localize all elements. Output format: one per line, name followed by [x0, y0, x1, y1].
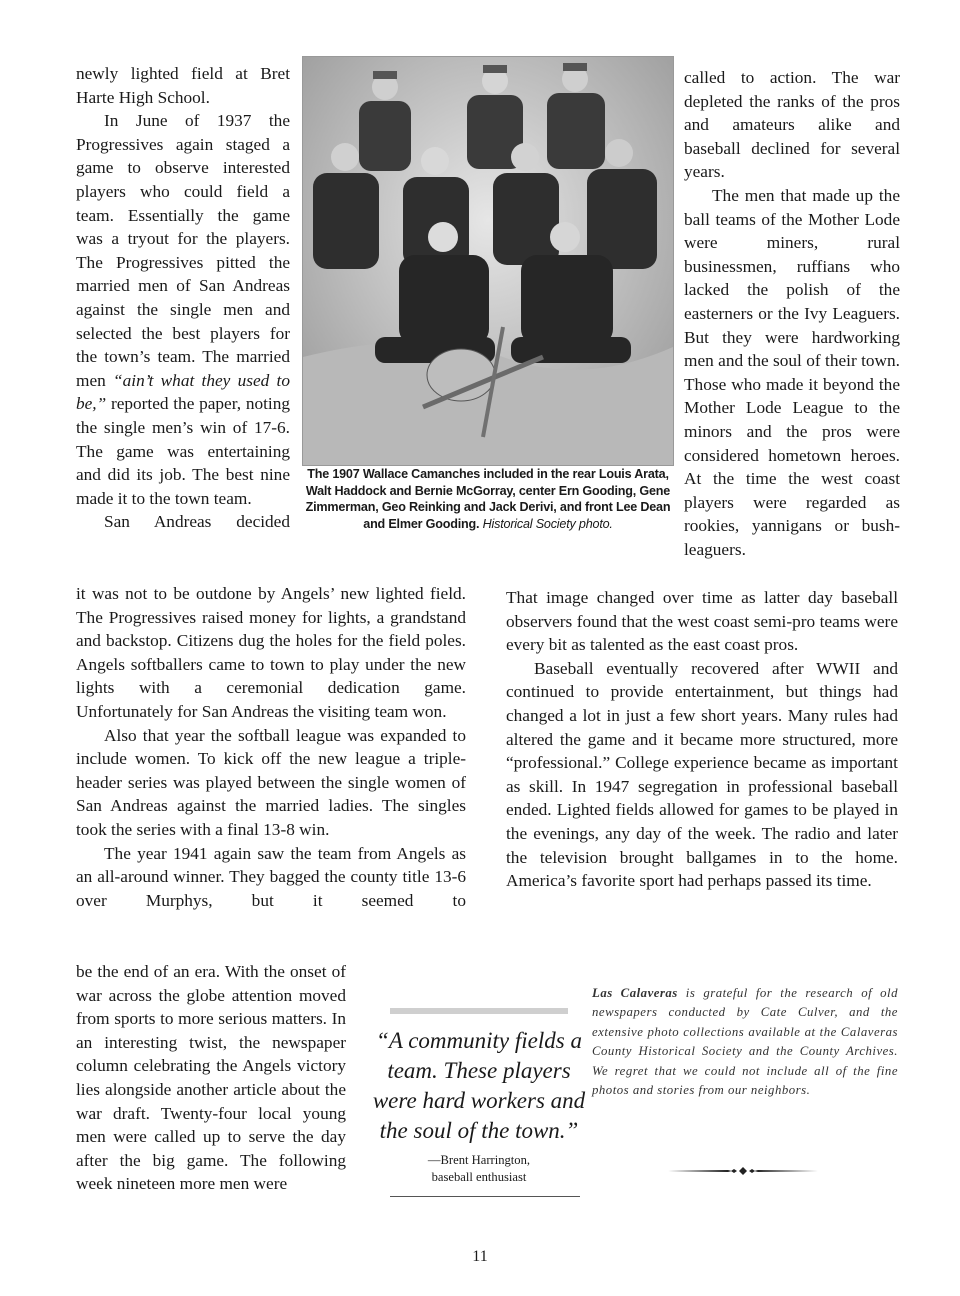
photo-caption: The 1907 Wallace Camanches included in the rear Louis Arata, Walt Haddock and Bernie McGorray, center Ern Gooding, Gene Zimmerman, Geo Reinking and Jack Derivi, and front Lee Dean and Elmer Gooding. Historical Society photo. — [305, 467, 671, 531]
page-number: 11 — [472, 1248, 488, 1265]
pull-quote — [368, 1008, 590, 1197]
paragraph-continued: That image changed over time as latter day baseball observers found that the west coast semi-pro teams were every bit as talented as the east coast pros. — [506, 588, 898, 655]
photo-credit: Historical Society photo. — [482, 516, 613, 531]
paragraph-start: The year 1941 again saw the team from Angels as an all-around winner. They bagged the county title 13-6 over Murphys, but it seemed to — [76, 843, 466, 910]
paragraph-start: San Andreas decided — [104, 512, 290, 532]
paragraph: called to action. The war depleted the ranks of the pros and amateurs alike and baseball declined for several years. — [684, 68, 900, 182]
paragraph: In June of 1937 the Progressives again staged a game to observe interested players who could field a team. Essentially the game was a tryout for the players. The Progressives pitted the married men of San Andreas against the single men and selected the best players for the town’s team. The married men “ain’t what they used to be,” reported the paper, noting the single men’s win of 17-6. The game was entertaining and did its job. The best nine made it to the town team. — [76, 111, 290, 508]
paragraph: Also that year the softball league was expanded to include women. To kick off the new league a triple-header series was played between the single women of San Andreas against the married ladies. The singles took the series with a final 13-8 win. — [76, 725, 466, 839]
column-left-wide — [76, 582, 466, 912]
pull-quote-role: baseball enthusiast — [431, 1170, 527, 1184]
baseball-team-photo-image — [303, 57, 673, 465]
paragraph: Baseball eventually recovered after WWII and continued to provide entertainment, but things had changed a lot in just a few short years. Many rules had altered the game and it became more structured, more “professional.” College experience became as important as skill. In 1947 segregation in professional baseball ended. Lighted fields allowed for games to be played in the evenings, any day of the week. The radio and later the television brought ballgames in to the home. America’s favorite sport had perhaps passed its time. — [506, 658, 898, 891]
paragraph-continued: it was not to be outdone by Angels’ new lighted field. The Progressives raised money for lights, a grandstand and backstop. Citizens dug the holes for the field poles. Angels softballers came to town to play under the new lights with a ceremonial dedication game. Unfortunately for San Andreas the visiting team won. — [76, 584, 466, 721]
pull-quote-text: “A community fields a team. These players were hard workers and the soul of the town.” — [372, 1028, 586, 1143]
pull-quote-bottom-rule — [390, 1196, 580, 1197]
column-right — [684, 66, 900, 561]
paragraph-continued: be the end of an era. With the onset of war across the globe attention moved from sports to more serious matters. In an interesting twist, the newspaper column celebrating the Angels victory lies alongside another article about the war draft. Twenty-four local young men were called up to serve the day after the big game. The following week nineteen more men were — [76, 962, 346, 1194]
ornament-divider-icon — [668, 1166, 818, 1176]
publication-name: Las Calaveras — [592, 986, 678, 1000]
column-left-bottom — [76, 960, 346, 1196]
paragraph: The men that made up the ball teams of the Mother Lode were miners, rural businessmen, ruffians who lacked the polish of the easterners or the Ivy Leaguers. But they were hardworking men and the soul of their town. Those who made it beyond the Mother Lode League to the minors and the pros were considered hometown heroes. At the time the west coast players were regarded as rookies, yannigans or bush-leaguers. — [684, 185, 900, 559]
column-left — [76, 62, 290, 534]
paragraph: newly lighted field at Bret Harte High School. — [76, 64, 290, 107]
column-right-wide — [506, 586, 898, 893]
pull-quote-top-rule — [390, 1008, 568, 1014]
pull-quote-author: —Brent Harrington, — [427, 1153, 531, 1167]
acknowledgement-note: Las Calaveras is grateful for the research of old newspapers conducted by Cate Culver, and the extensive photo collections available at the Calaveras County Historical Society and the County Archives. We regret that we could not include all of the fine photos and stories from our neighbors. — [592, 986, 898, 1098]
quoted-phrase: “ain’t what they used to be,” — [76, 370, 290, 414]
team-photo — [302, 56, 674, 466]
